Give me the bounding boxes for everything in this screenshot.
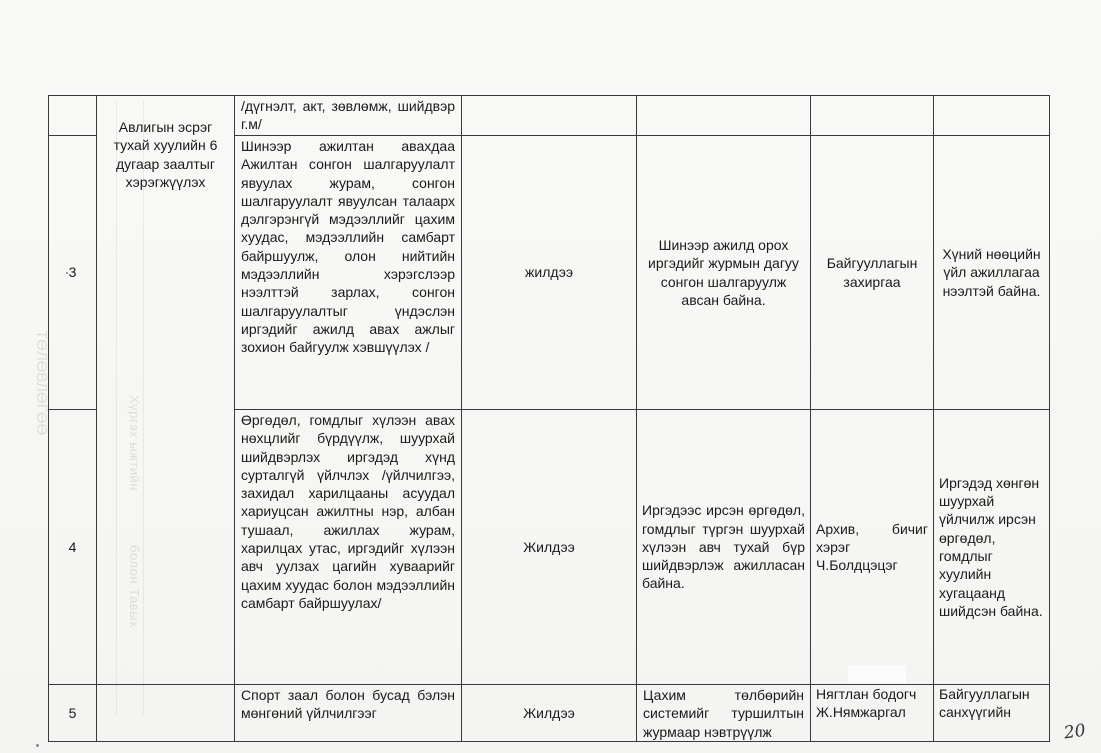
activity-cell: /дүгнэлт, акт, зөвлөмж, шийдвэр г.м/ [235,96,462,136]
responsible-cell: Нягтлан бодогч Ж.Нямжаргал [811,685,934,742]
period-cell [462,96,637,136]
activity-cell: Өргөдөл, гомдлыг хүлээн авах нөхцлийг бүрдүүлж, шуурхай шийдвэрлэх иргэдэд хүнд сурталгүй үйлчлэх /үйлчилгээ, захидал харилцааны асуудал хариуцсан ажилтны нэр, албан тушаал, ажиллах журам, харилцах утас, иргэдийг хүлээн авч уулзах цагийн хуваарийг цахим хуудас болон мэдээллийн самбарт байршуулах/ [235,410,462,685]
bleed-through-text: болон Тавых [127,545,142,628]
plan-table [48,95,1050,742]
scan-dot [36,744,39,747]
row-number-cell: 4 [49,410,97,685]
bleed-through-stamp: ТӨЛӨВЛӨГӨӨ [33,330,50,436]
scan-smudge [848,665,906,683]
outcome-cell: Иргэдээс ирсэн өргөдөл, гомдлыг түргэн шуурхай хүлээн авч тухай бүр шийдвэрлэж ажилласан байна. [637,410,811,685]
responsible-cell: Байгууллагын захиргаа [811,136,934,410]
law-reference-empty-cell [97,685,235,742]
bleed-through-text: Хүргэх ыжтийн [127,395,142,491]
scan-dot [66,272,68,274]
law-reference-cell: Авлигын эсрэг тухай хуулийн 6 дугаар заалтыг хэрэгжүүлэх [97,96,235,685]
outcome-cell: Цахим төлбөрийн системийг туршилтын журмаар нэвтрүүлж [637,685,811,742]
table-row [49,96,1050,136]
period-cell: Жилдээ [462,410,637,685]
responsible-cell: Архив, бичиг хэрэг Ч.Болдцэцэг [811,410,934,685]
outcome-cell [637,96,811,136]
row-number-cell [49,96,97,136]
table-row [49,685,1050,742]
responsible-cell [811,96,934,136]
impact-cell: Хүний нөөцийн үйл ажиллагаа нээлтэй байна. [934,136,1050,410]
activity-cell: Спорт заал болон бусад бэлэн мөнгөний үйлчилгээг [235,685,462,742]
impact-cell [934,96,1050,136]
activity-cell: Шинээр ажилтан авахдаа Ажилтан сонгон шалгаруулалт явуулах журам, сонгон шалгаруулалт явуулсан талаарх дэлгэрэнгүй мэдээллийг цахим хуудас, мэдээллийн самбарт байршуулж, олон нийтийн мэдээллийн хэрэгслээр нээлттэй зарлах, сонгон шалгаруулалтыг үндэслэн иргэдийг ажилд авах ажлыг зохион байгуулж хэвшүүлэх / [235,136,462,410]
page-number: 20 [1062,720,1087,744]
row-number-cell: 5 [49,685,97,742]
period-cell: Жилдээ [462,685,637,742]
impact-cell: Байгууллагын санхүүгийн [934,685,1050,742]
impact-cell: Иргэдэд хөнгөн шуурхай үйлчилж ирсэн өргөдөл, гомдлыг хуулийн хугацаанд шийдсэн байна. [934,410,1050,685]
outcome-cell: Шинээр ажилд орох иргэдийг журмын дагуу сонгон шалгаруулж авсан байна. [637,136,811,410]
row-number-cell: 3 [49,136,97,410]
period-cell: жилдээ [462,136,637,410]
